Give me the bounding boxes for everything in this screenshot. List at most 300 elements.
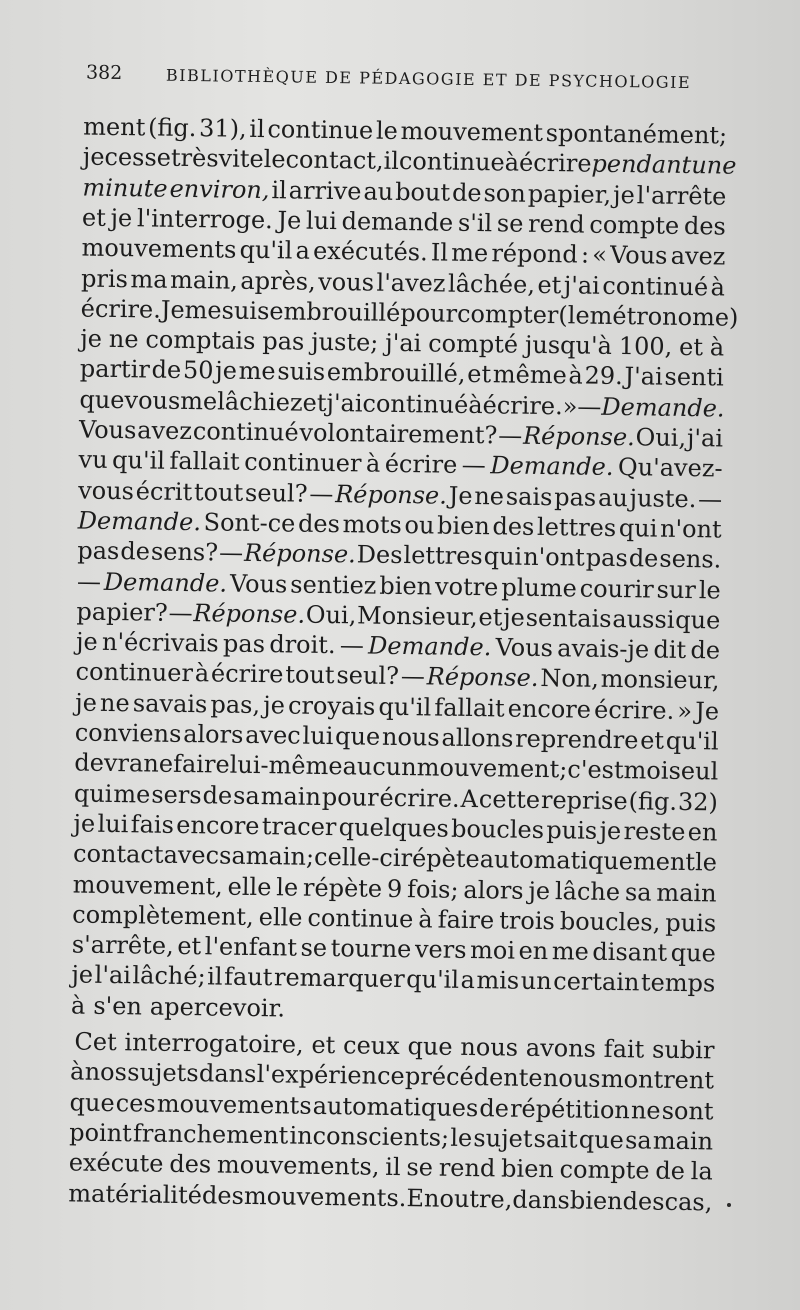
word: lettres [536,512,617,542]
word: je [215,356,238,386]
word: s'il [457,208,493,238]
word: je [71,960,94,990]
word: le [698,575,721,604]
word: complètement, [72,900,254,931]
word: aucun [342,752,417,782]
word: suis [221,296,270,325]
word: à [504,148,520,177]
word: je [263,690,286,720]
word: mouvements [81,233,237,264]
word: et [311,1030,336,1060]
word: sers [151,780,202,809]
word: et [537,270,562,299]
word: que [578,1125,625,1155]
word: Non, [540,664,600,694]
word: de [655,1156,686,1186]
word: que [79,385,125,414]
word: allons [441,723,514,753]
word: 31), [198,114,247,143]
word: suis [277,357,326,387]
word: à [194,659,210,688]
word: je [80,324,103,353]
word: à [468,390,483,419]
word: me [184,295,222,325]
word: faut [223,962,273,992]
word: il [207,962,223,991]
word: des [201,1180,245,1210]
word: vu [78,445,108,475]
ink-speck [727,1203,731,1207]
word: bien [436,511,490,541]
word: et [467,360,492,389]
word: écrire. [593,695,675,725]
word: précédente [404,1062,543,1093]
word: écrire. [80,294,162,324]
word: embrouillé, [326,358,466,389]
word: main [260,781,322,811]
word: que [670,938,716,968]
word: je [503,603,526,632]
word: Je [695,696,720,726]
word: ces [115,1088,156,1118]
word: j'ai [326,388,363,418]
word: de [479,1093,510,1123]
word: ou [404,510,435,540]
word: répète [302,873,383,903]
word: fallait [169,447,240,477]
word: moi [469,936,516,965]
word: Demande. [601,392,725,423]
word: se [406,1153,434,1182]
word: dans [512,1185,571,1214]
word: arrive [288,175,362,206]
word: compte [589,210,680,240]
word: à [69,1057,85,1086]
word: n'écrivais [101,627,219,658]
word: qu'il [406,965,460,995]
word: pas [222,629,266,659]
word: a [460,966,476,995]
word: un [520,967,552,996]
word: pas [77,536,120,566]
word: et [81,203,107,232]
word: demande [341,207,454,237]
word: compté [428,329,519,359]
word: me [551,937,590,966]
word: et [678,332,704,362]
word: droit. [269,630,336,660]
word: spontanément; [545,118,728,150]
word: sentiez [290,569,377,600]
word: Monsieur, [356,601,478,631]
word: il [249,114,265,144]
word: alors [182,719,244,749]
word: fais [130,810,175,839]
page-number: 382 [85,61,123,85]
word: Demande. [490,451,614,482]
word: et [302,388,327,417]
word: écrire. [482,390,563,420]
word: Sont-ce [203,508,296,538]
word: jusqu'à [524,330,613,361]
word: mouvement, [72,869,224,901]
word: j'ai [686,423,724,453]
word: sujet [473,1123,533,1153]
word: après, [240,266,316,296]
word: — [168,598,193,627]
word: compte [559,1155,650,1185]
word: elle [227,872,272,901]
word: subir [651,1035,715,1065]
word: continue [398,147,505,177]
word: lâchée, [447,269,536,299]
word: dit [653,635,687,665]
word: Demande. [367,631,492,662]
word: répète [400,844,480,874]
word: que [675,605,721,635]
word: avec [163,840,220,870]
word: sens. [659,544,722,574]
word: continuer [75,657,194,688]
word: continuer [243,448,362,478]
word: main, [169,265,239,295]
word: se [496,209,524,238]
word: et [177,932,202,961]
word: certain [553,967,640,997]
word: Oui, [635,423,687,452]
word: tout [193,477,244,507]
word: Cet [74,1027,117,1057]
word: — [218,538,244,567]
word: qu'il [665,726,719,756]
word: et [640,726,665,755]
word: cette [478,784,541,814]
word: continué [362,389,469,419]
word: (fig. [628,786,678,816]
word: ma [130,264,168,294]
word: minute [82,173,168,203]
word: 32) [677,787,719,817]
word: il [383,147,400,176]
word: écrit [135,476,193,506]
word: mouvements, [216,1150,380,1181]
running-title: BIBLIOTHÈQUE DE PÉDAGOGIE ET DE PSYCHOLOGIE [165,65,692,93]
word: apercevoir. [149,992,286,1023]
word: Je [277,206,302,235]
word: En [406,1183,440,1213]
word: (le [558,300,590,330]
word: — [498,421,523,450]
word: Vous [609,241,668,270]
word: l'expérience [256,1060,405,1091]
word: répétition [509,1094,631,1124]
word: rend [527,209,585,239]
word: 50 [182,356,214,385]
word: interrogatoire, [124,1028,304,1059]
word: volontairement? [299,418,498,450]
word: — [697,484,723,514]
word: il [385,1153,401,1182]
word: à [70,991,86,1020]
word: A [460,784,479,813]
word: plume [501,572,577,602]
word: pas, [210,690,261,719]
word: fois; [406,874,459,904]
word: sa [624,1126,652,1155]
word: continué [602,271,709,301]
word: son [483,178,527,208]
word: qui [483,542,523,571]
word: outre, [439,1184,513,1214]
word: automatiquement [479,845,696,877]
word: lui [302,721,334,751]
word: Oui, [305,600,357,630]
word: contact, [285,145,384,176]
word: mouvements. [243,1181,407,1212]
word: à [568,361,584,390]
word: matérialité [68,1178,203,1209]
word: trois [499,906,556,935]
word: de [628,544,659,573]
word: de [451,178,482,207]
word: senti [664,363,724,392]
word: l'enfant [204,932,298,962]
word: Vous [495,633,554,663]
word: se [300,933,328,963]
word: Réponse. [243,539,356,569]
word: avec [245,720,301,750]
word: des [683,211,727,241]
word: conviens [74,718,182,748]
word: lui-même [229,750,343,781]
word: partir [79,354,151,384]
word: reprendre [515,724,639,755]
word: qui [618,513,658,543]
word: exécute [68,1148,164,1178]
word: main [652,1126,714,1156]
word: continué [192,417,299,447]
page-header [86,62,726,101]
word: nos [84,1057,128,1087]
word: 9 [386,874,403,903]
word: l'avez [376,268,446,298]
word: le [694,848,718,877]
word: » [677,696,693,725]
word: — [400,662,426,691]
word: 29. [584,361,623,391]
word: seul? [336,661,400,691]
word: main; [245,842,315,872]
word: bien [500,1154,555,1184]
word: je [75,627,98,656]
word: qu'il [239,235,293,265]
word: pour [400,298,458,328]
word: sur [656,575,697,604]
word: Je [448,481,473,510]
word: l'ai [94,961,132,990]
word: que [407,1032,453,1061]
word: tout [285,660,335,690]
word: bout [394,177,451,207]
word: écrire [210,659,284,689]
word: me [113,779,151,809]
word: a [295,236,311,265]
word: Vous [78,415,137,445]
word: lâché; [132,961,206,991]
word: point [69,1118,133,1148]
word: « [592,240,608,270]
word: qu'il [111,446,166,475]
word: Réponse. [193,598,306,629]
word: exécutés. [312,236,428,267]
word: à [418,905,433,934]
word: le [276,872,299,902]
word: Réponse. [426,662,539,693]
word: bien [569,1185,623,1215]
word: des [492,512,535,541]
word: écrire [518,148,592,178]
word: s'arrête, [71,930,174,960]
word: — [461,451,486,480]
word: monsieur, [600,665,720,695]
word: de [151,355,182,385]
word: nous [460,1032,519,1062]
word: n'ont [659,514,722,544]
word: répond [491,239,578,269]
word: même [492,360,567,390]
word: embrouillé [269,296,401,327]
word: cas, [664,1187,713,1216]
word: je [110,203,133,233]
word: de [690,636,721,665]
word: de [120,537,151,566]
word: sa [218,841,246,871]
word: alors [463,875,524,905]
word: sa [624,877,652,907]
word: boucles, [559,907,661,937]
word: pour [321,782,379,812]
word: que [69,1088,115,1117]
word: lettres [403,541,483,571]
word: des [622,1186,665,1216]
word: qu'il [378,692,432,722]
word: nous [381,722,440,752]
word: fallait [434,693,505,723]
word: montrent [600,1065,715,1095]
word: ceux [342,1031,400,1061]
word: sait [533,1124,578,1154]
word: pas [585,543,628,573]
word: je [75,688,98,717]
word: encore [507,694,592,724]
word: au [597,483,629,512]
word: juste. [629,483,697,513]
word: automatiques [312,1091,479,1122]
word: — [577,392,602,421]
word: n'ont [523,542,586,572]
word: à [365,449,381,479]
word: pendant [591,149,692,180]
word: vous [78,476,135,505]
word: reste [623,817,686,846]
word: le [375,116,399,145]
word: aussi [612,604,675,634]
word: puis [665,908,717,938]
word: main [656,878,717,907]
word: continue [267,115,374,145]
word: au [363,177,394,206]
word: comptais [145,325,256,356]
word: (fig. [147,113,197,143]
word: avons [525,1033,597,1063]
word: qui [73,779,113,808]
word: rend [438,1153,496,1183]
word: Demande. [77,506,202,537]
word: contact [72,839,164,869]
word: — [339,631,365,660]
word: tourne [330,934,412,964]
word: ne [108,325,139,354]
word: bien [379,571,433,600]
word: Des [356,540,403,570]
word: franchement [132,1119,289,1150]
word: mis [476,966,520,996]
word: celle-ci [313,843,401,873]
word: des [297,509,341,539]
word: pas [262,327,305,356]
word: avais-je [557,634,650,664]
word: cesse [104,143,172,173]
word: pris [80,264,129,293]
word: l'arrête [636,180,727,211]
word: lui [305,206,338,235]
word: sais [505,482,553,511]
word: quelques [338,813,449,843]
word: avez [137,416,193,446]
word: Il [430,238,449,267]
word: papier? [76,597,168,627]
word: croyais [287,691,376,721]
word: en [518,936,549,966]
word: je [612,180,636,209]
word: Demande. [103,567,228,598]
word: l'interroge. [136,204,273,235]
word: faire [437,905,495,935]
word: à [710,272,726,302]
word: ne [474,481,505,511]
word: lui [97,809,129,839]
word: vous [318,267,375,297]
word: continue [307,903,414,934]
word: elle [258,902,303,932]
word: mouvements [156,1089,312,1120]
word: remarquer [273,963,405,994]
word: juste; [311,327,379,357]
word: votre [434,571,499,601]
word: lâche [554,876,621,906]
word: Réponse. [522,421,635,452]
word: une [691,151,737,180]
word: le [450,1123,473,1152]
word: à [709,333,725,362]
word: tracer [261,811,337,842]
word: 100, [618,332,673,361]
word: savais [132,688,208,719]
word: de [202,780,233,810]
word: Je [160,295,185,324]
word: compter [456,299,559,329]
word: encore [176,810,260,840]
